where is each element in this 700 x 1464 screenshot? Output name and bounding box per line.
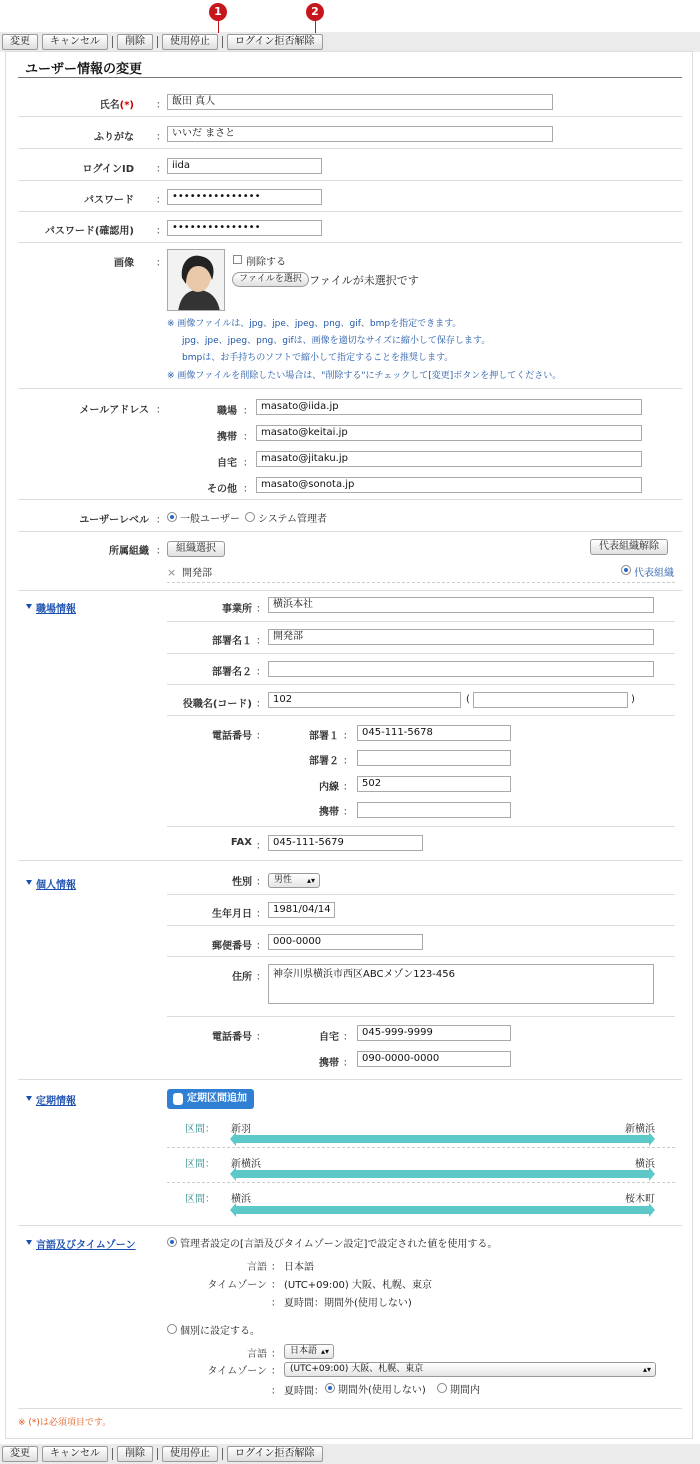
birthday-input[interactable]: 1981/04/14	[268, 902, 335, 918]
admin-lang-label: 言語	[247, 1262, 267, 1273]
add-commute-button[interactable]: 定期区間追加	[167, 1089, 254, 1109]
admin-lang-value: 日本語	[284, 1262, 314, 1273]
title-divider	[18, 77, 682, 78]
locale-section-link[interactable]: 言語及びタイムゾーン	[36, 1240, 136, 1251]
paren-close: )	[631, 694, 635, 705]
dst-off-label: 期間外(使用しない)	[338, 1385, 426, 1396]
route-to: 桜木町	[625, 1194, 655, 1205]
rep-org-label: 代表組織	[634, 568, 674, 579]
custom-dst-label: 夏時間：	[284, 1386, 324, 1397]
row-divider	[18, 590, 682, 591]
page-title: ユーザー情報の変更	[25, 62, 143, 77]
suspend-button[interactable]: 使用停止	[162, 1446, 218, 1462]
personal-section-link[interactable]: 個人情報	[36, 880, 76, 891]
route-interval-label: 区間：	[185, 1159, 215, 1170]
colon: ：	[256, 941, 266, 952]
mail-mobile-label: 携帯	[217, 432, 237, 443]
org-label: 所属組織	[109, 546, 149, 557]
row-divider	[18, 860, 682, 861]
colon: ：	[256, 909, 266, 920]
personal-phone-home-label: 自宅	[319, 1032, 339, 1043]
row-divider	[167, 653, 675, 654]
mail-home-label: 自宅	[217, 458, 237, 469]
address-textarea[interactable]: 神奈川県横浜市西区ABCメゾン123-456	[268, 964, 654, 1004]
route-divider	[167, 1182, 675, 1183]
row-divider	[18, 242, 682, 243]
route-from: 新横浜	[231, 1159, 261, 1170]
row-divider	[167, 621, 675, 622]
phone-ext-input[interactable]: 502	[357, 776, 511, 792]
job-title-label: 役職名(コード)	[182, 699, 252, 710]
job-title-input[interactable]: 102	[268, 692, 461, 708]
admin-tz-label: タイムゾーン	[207, 1280, 267, 1291]
password-confirm-input[interactable]: •••••••••••••••	[167, 220, 322, 236]
colon: ：	[271, 1366, 281, 1377]
mail-work-label: 職場	[217, 406, 237, 417]
change-button[interactable]: 変更	[2, 1446, 38, 1462]
user-level-admin-label: システム管理者	[258, 514, 327, 525]
timezone-select[interactable]: (UTC+09:00) 大阪、札幌、東京 ▴▾	[284, 1362, 656, 1377]
delete-button[interactable]: 削除	[117, 1446, 153, 1462]
dept1-input[interactable]: 開発部	[268, 629, 654, 645]
image-note: ※ 画像ファイルを削除したい場合は、"削除する"にチェックして[変更]ボタンを押してください。	[167, 371, 562, 381]
cancel-button[interactable]: キャンセル	[42, 34, 108, 50]
zip-input[interactable]: 000-0000	[268, 934, 423, 950]
password-confirm-label: パスワード(確認用)	[44, 226, 134, 237]
password-input[interactable]: •••••••••••••••	[167, 189, 322, 205]
admin-dst-value: 夏時間：期間外(使用しない)	[284, 1298, 412, 1309]
unlock-login-button[interactable]: ログイン拒否解除	[227, 34, 323, 50]
section-toggle-icon[interactable]	[26, 1240, 32, 1245]
colon: ：	[256, 731, 266, 742]
mail-work-input[interactable]: masato@iida.jp	[256, 399, 642, 415]
locale-individual-radio[interactable]	[167, 1324, 177, 1334]
colon: ：	[343, 782, 353, 793]
route-to: 新横浜	[625, 1124, 655, 1135]
colon: ：	[271, 1262, 281, 1273]
colon: ：	[156, 100, 166, 111]
rep-org-release-button[interactable]: 代表組織解除	[590, 539, 668, 555]
gender-label: 性別	[232, 877, 252, 888]
commute-section-link[interactable]: 定期情報	[36, 1096, 76, 1107]
row-divider	[167, 684, 675, 685]
callout-line	[315, 19, 316, 33]
colon: ：	[156, 132, 166, 143]
language-select[interactable]: 日本語 ▴▾	[284, 1344, 334, 1359]
image-note: ※ 画像ファイルは、jpg、jpe、jpeg、png、gif、bmpを指定できます。	[167, 319, 462, 329]
admin-tz-value: (UTC+09:00) 大阪、札幌、東京	[284, 1280, 433, 1291]
user-level-admin-radio[interactable]	[245, 512, 255, 522]
row-divider	[18, 211, 682, 212]
section-toggle-icon[interactable]	[26, 880, 32, 885]
colon: ：	[243, 458, 253, 469]
toolbar-separator	[112, 1448, 113, 1460]
gender-select[interactable]: 男性 ▴▾	[268, 873, 320, 888]
top-toolbar	[0, 32, 700, 52]
dst-on-radio[interactable]	[437, 1383, 447, 1393]
phone-mobile-label: 携帯	[319, 807, 339, 818]
colon: ：	[256, 667, 266, 678]
personal-phone-mobile-label: 携帯	[319, 1058, 339, 1069]
colon: ：	[256, 636, 266, 647]
delete-image-checkbox[interactable]	[233, 255, 242, 264]
row-divider	[167, 826, 675, 827]
org-select-button[interactable]: 組織選択	[167, 541, 225, 557]
org-item: 開発部	[182, 568, 212, 579]
row-divider	[18, 148, 682, 149]
row-divider	[18, 180, 682, 181]
colon: ：	[271, 1298, 281, 1309]
dept2-label: 部署名２	[212, 667, 252, 678]
row-divider	[18, 1225, 682, 1226]
phone-dept2-label: 部署２	[309, 756, 339, 767]
route-to: 横浜	[635, 1159, 655, 1170]
colon: ：	[271, 1349, 281, 1360]
callout-line	[218, 19, 219, 33]
kana-input[interactable]: いいだ まさと	[167, 126, 553, 142]
row-divider	[167, 715, 675, 716]
colon: ：	[156, 546, 166, 557]
route-interval-label: 区間：	[185, 1124, 215, 1135]
locale-individual-label: 個別に設定する。	[180, 1326, 260, 1337]
locale-use-admin-radio[interactable]	[167, 1237, 177, 1247]
toolbar-separator	[222, 36, 223, 48]
callout-marker-2: 2	[306, 3, 324, 21]
fax-label: FAX	[230, 837, 252, 848]
bottom-toolbar	[0, 1444, 700, 1464]
mail-other-input[interactable]: masato@sonota.jp	[256, 477, 642, 493]
colon: ：	[256, 604, 266, 615]
personal-phone-home-input[interactable]: 045-999-9999	[357, 1025, 511, 1041]
work-phone-label: 電話番号	[212, 731, 252, 742]
phone-dept1-label: 部署１	[309, 731, 339, 742]
home-phone-group-label: 電話番号	[212, 1032, 252, 1043]
user-level-general-label: 一般ユーザー	[180, 514, 240, 525]
section-toggle-icon[interactable]	[26, 1096, 32, 1101]
colon: ：	[256, 1032, 266, 1043]
login-id-input[interactable]: iida	[167, 158, 322, 174]
rep-org-radio[interactable]	[621, 565, 631, 575]
route-bar	[236, 1170, 649, 1178]
row-divider	[167, 925, 675, 926]
colon: ：	[256, 841, 266, 852]
route-interval-label: 区間：	[185, 1194, 215, 1205]
row-divider	[18, 116, 682, 117]
image-note: jpg、jpe、jpeg、png、gifは、画像を適切なサイズに縮小して保存します。	[182, 336, 491, 346]
change-button[interactable]: 変更	[2, 34, 38, 50]
colon: ：	[156, 405, 166, 416]
colon: ：	[343, 1032, 353, 1043]
colon: ：	[343, 756, 353, 767]
toolbar-separator	[112, 36, 113, 48]
phone-dept1-input[interactable]: 045-111-5678	[357, 725, 511, 741]
colon: ：	[243, 432, 253, 443]
dst-on-label: 期間内	[450, 1385, 480, 1396]
image-note: bmpは、お手持ちのソフトで縮小して指定することを推奨します。	[182, 353, 454, 363]
unlock-login-button[interactable]: ログイン拒否解除	[227, 1446, 323, 1462]
callout-marker-1: 1	[209, 3, 227, 21]
zip-label: 郵便番号	[212, 941, 252, 952]
dst-off-radio[interactable]	[325, 1383, 335, 1393]
row-divider	[167, 1016, 675, 1017]
user-photo	[167, 249, 225, 311]
colon: ：	[156, 258, 166, 269]
mail-other-label: その他	[207, 484, 237, 495]
address-label: 住所	[232, 972, 252, 983]
route-bar	[236, 1206, 649, 1214]
colon: ：	[271, 1386, 281, 1397]
login-id-label: ログインID	[82, 164, 134, 175]
birthday-label: 生年月日	[212, 909, 252, 920]
colon: ：	[271, 1280, 281, 1291]
row-divider	[18, 499, 682, 500]
org-divider	[167, 582, 675, 583]
suspend-button[interactable]: 使用停止	[162, 34, 218, 50]
colon: ：	[343, 1058, 353, 1069]
office-label: 事業所	[222, 604, 252, 615]
password-label: パスワード	[84, 195, 134, 206]
row-divider	[18, 1408, 682, 1409]
dept1-label: 部署名１	[212, 636, 252, 647]
delete-image-label: 削除する	[246, 257, 286, 268]
user-level-general-radio[interactable]	[167, 512, 177, 522]
colon: ：	[156, 515, 166, 526]
colon: ：	[256, 699, 266, 710]
row-divider	[18, 1079, 682, 1080]
user-level-label: ユーザーレベル	[79, 515, 149, 526]
phone-ext-label: 内線	[319, 782, 339, 793]
cancel-button[interactable]: キャンセル	[42, 1446, 108, 1462]
work-section-link[interactable]: 職場情報	[36, 604, 76, 615]
colon: ：	[343, 731, 353, 742]
toolbar-separator	[222, 1448, 223, 1460]
toolbar-separator	[157, 1448, 158, 1460]
mail-home-input[interactable]: masato@jitaku.jp	[256, 451, 642, 467]
office-input[interactable]: 横浜本社	[268, 597, 654, 613]
name-label: 氏名(*)	[99, 100, 134, 111]
colon: ：	[256, 972, 266, 983]
row-divider	[18, 388, 682, 389]
custom-lang-label: 言語	[247, 1349, 267, 1360]
colon: ：	[243, 406, 253, 417]
route-from: 新羽	[231, 1124, 251, 1135]
colon: ：	[156, 226, 166, 237]
fax-input[interactable]: 045-111-5679	[268, 835, 423, 851]
phone-dept2-input[interactable]	[357, 750, 511, 766]
required-note: ※ (*)は必須項目です。	[18, 1418, 112, 1428]
form-panel	[5, 51, 693, 1439]
personal-phone-mobile-input[interactable]: 090-0000-0000	[357, 1051, 511, 1067]
train-icon	[173, 1093, 183, 1105]
mail-mobile-input[interactable]: masato@keitai.jp	[256, 425, 642, 441]
image-label: 画像	[114, 258, 134, 269]
route-divider	[167, 1147, 675, 1148]
section-toggle-icon[interactable]	[26, 604, 32, 609]
paren-open: (	[466, 694, 470, 705]
dept2-input[interactable]	[268, 661, 654, 677]
name-input[interactable]: 飯田 真人	[167, 94, 553, 110]
phone-mobile-input[interactable]	[357, 802, 511, 818]
colon: ：	[343, 807, 353, 818]
colon: ：	[256, 877, 266, 888]
remove-org-icon[interactable]: ×	[167, 566, 177, 579]
kana-label: ふりがな	[94, 132, 134, 143]
colon: ：	[156, 164, 166, 175]
job-title-code-input[interactable]	[473, 692, 628, 708]
mail-label: メールアドレス	[79, 405, 149, 416]
colon: ：	[156, 195, 166, 206]
locale-use-admin-label: 管理者設定の[言語及びタイムゾーン設定]で設定された値を使用する。	[180, 1239, 498, 1250]
route-bar	[236, 1135, 649, 1143]
colon: ：	[243, 484, 253, 495]
delete-button[interactable]: 削除	[117, 34, 153, 50]
row-divider	[167, 894, 675, 895]
toolbar-separator	[157, 36, 158, 48]
row-divider	[167, 956, 675, 957]
row-divider	[18, 531, 682, 532]
choose-file-button[interactable]: ファイルを選択	[232, 272, 309, 287]
file-status: ファイルが未選択です	[309, 274, 419, 287]
route-from: 横浜	[231, 1194, 251, 1205]
custom-tz-label: タイムゾーン	[207, 1366, 267, 1377]
